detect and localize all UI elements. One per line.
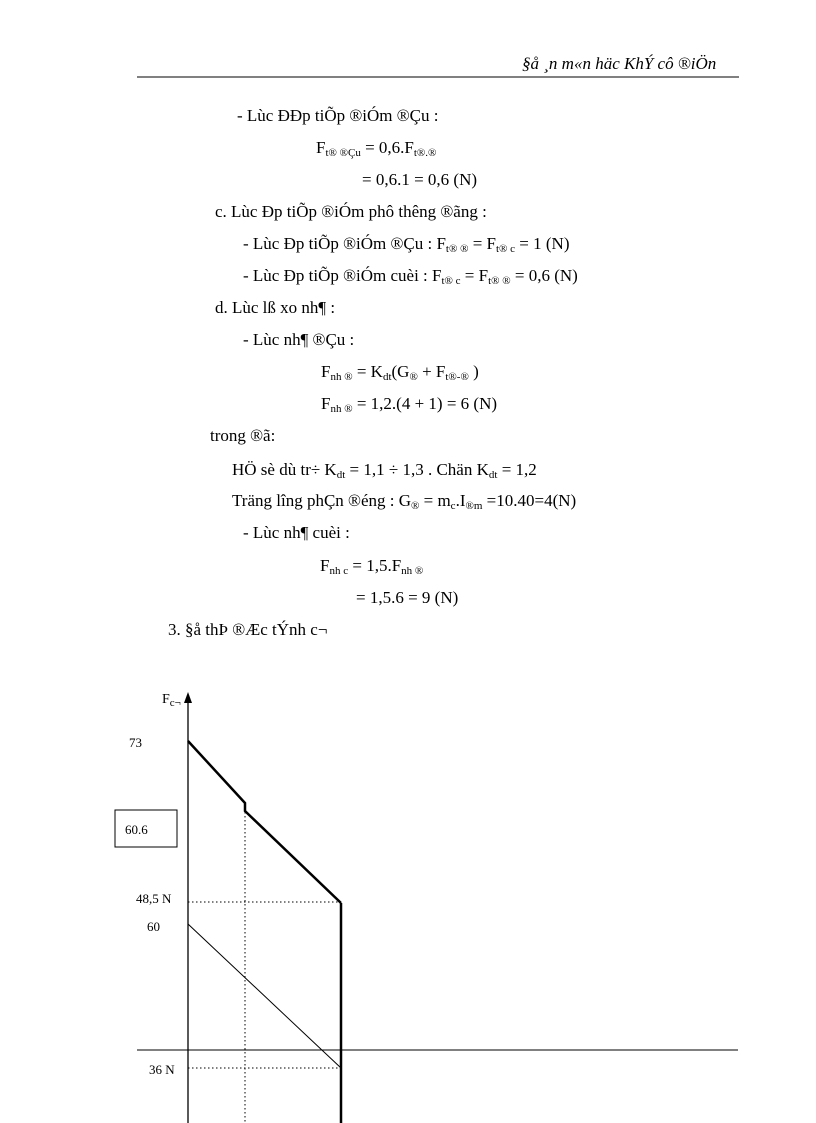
formula-line: $F_{nh ®} = K_{dt}(G_® + F_{t®-®}$ ) — [321, 362, 479, 383]
section-heading: d. Lùc lß xo nh¶ : — [215, 298, 336, 317]
text-line: - Lùc Ðp tiÕp ®iÓm ®Çu : $F_{t® ®} = F_{t® c} = 1$ (N) — [243, 234, 570, 255]
label-36: 36 N — [149, 1062, 175, 1077]
text-line: - Lùc Ðp tiÕp ®iÓm cuèi : $F_{t® c} = F_{t® ®} = 0,6$ (N) — [243, 266, 578, 287]
y-axis-label: $F_{c\neg}$ — [162, 692, 181, 709]
formula-line: = 0,6.1 = 0,6 (N) — [362, 170, 478, 189]
force-characteristic-curve — [188, 741, 341, 903]
section-heading: c. Lùc Ðp tiÕp ®iÓm phô thêng ®ãng : — [215, 202, 487, 221]
running-header: §å ¸n m«n häc KhÝ cô ®iÖn — [522, 54, 717, 73]
text-line: - Lùc ÐÐp tiÕp ®iÓm ®Çu : — [237, 106, 439, 125]
text-line: HÖ sè dù $tr\div K_{dt} = 1,1 \div 1,3$ . Chän $K_{dt} = 1,2$ — [232, 460, 537, 481]
formula-line: $F_{t® ®Çu} = 0,6.F_{t®.®}$ — [316, 138, 437, 159]
text-line: - Lùc nh¶ ®Çu : — [243, 330, 355, 349]
formula-line: = 1,5.6 = 9 (N) — [356, 588, 459, 607]
section-heading: 3. §å thÞ ®Æc tÝnh c¬ — [168, 620, 328, 639]
formula-line: $F_{nh ®} = 1,2.(4 + 1) = 6$ (N) — [321, 394, 498, 415]
label-48-5: 48,5 N — [136, 891, 172, 906]
spring-characteristic-line — [188, 924, 341, 1068]
formula-line: $F_{nh c} = 1,5.F_{nh ®}$ — [320, 556, 424, 577]
text-line: trong ®ã: — [210, 426, 276, 445]
label-60: 60 — [147, 919, 160, 934]
label-73: 73 — [129, 735, 142, 750]
y-axis-arrow — [184, 692, 192, 703]
text-line: - Lùc nh¶ cuèi : — [243, 523, 350, 542]
label-60-6: 60.6 — [125, 822, 148, 837]
text-line: Träng lîng phÇn ®éng : $G_® = m_c.I_{®m} =10.40=4(N)$ — [232, 491, 577, 512]
